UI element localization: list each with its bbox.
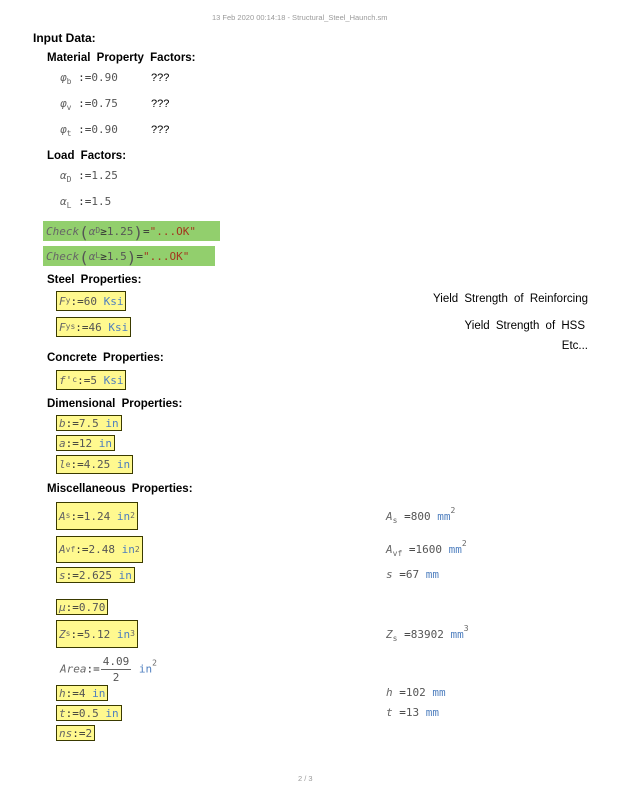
check-alpha-d[interactable]: Check ( α D ≥ 1.25 ) = "...OK" xyxy=(43,221,220,241)
heading-dimensional-properties: Dimensional Properties: xyxy=(47,398,183,410)
math-alpha-d[interactable]: $\alpha_D$ :=1.25 xyxy=(60,169,118,184)
note-fy: Yield Strength of Reinforcing xyxy=(433,293,588,305)
input-as[interactable]: A s := 1.24 in 2 xyxy=(56,502,138,530)
result-h: h =102 mm xyxy=(386,686,446,699)
input-mu[interactable]: μ := 0.70 xyxy=(56,599,108,615)
math-phi-v[interactable]: $\varphi_v$ :=0.75 xyxy=(60,97,118,112)
input-avf[interactable]: A vf := 2.48 in 2 xyxy=(56,536,143,563)
note-etc: Etc... xyxy=(561,340,588,352)
heading-concrete-properties: Concrete Properties: xyxy=(47,352,164,364)
input-zs[interactable]: Z s := 5.12 in 3 xyxy=(56,620,138,648)
math-area[interactable]: Area:= $\frac{4.09}{2}$ $in^2$ xyxy=(60,655,157,684)
note-phi-v: ??? xyxy=(151,98,170,110)
input-h[interactable]: h := 4 in xyxy=(56,685,108,701)
page-number: 2 / 3 xyxy=(298,774,313,783)
input-le[interactable]: l e := 4.25 in xyxy=(56,455,133,474)
heading-miscellaneous-properties: Miscellaneous Properties: xyxy=(47,483,193,495)
result-avf: $A_{vf} =1600$ $mm^2$ xyxy=(386,539,467,558)
result-zs: $Z_s =83902$ $mm^3$ xyxy=(386,624,469,643)
result-s: s =67 mm xyxy=(386,568,439,581)
area-fraction: $\frac{4.09}{2}$ xyxy=(102,655,130,684)
input-fc[interactable]: f' c := 5 Ksi xyxy=(56,370,126,390)
input-s[interactable]: s := 2.625 in xyxy=(56,567,135,583)
math-phi-t[interactable]: $\varphi_t$ :=0.90 xyxy=(60,123,118,138)
result-t: t =13 mm xyxy=(386,706,439,719)
input-fy[interactable]: F y := 60 Ksi xyxy=(56,291,126,311)
note-fys: Yield Strength of HSS xyxy=(464,320,585,332)
heading-input-data: Input Data: xyxy=(33,31,96,45)
note-phi-b: ??? xyxy=(151,72,170,84)
heading-steel-properties: Steel Properties: xyxy=(47,274,142,286)
input-ns[interactable]: ns := 2 xyxy=(56,725,95,741)
heading-load-factors: Load Factors: xyxy=(47,150,127,162)
heading-material-property-factors: Material Property Factors: xyxy=(47,52,196,64)
input-a[interactable]: a := 12 in xyxy=(56,435,115,451)
math-alpha-l[interactable]: $\alpha_L$ :=1.5 xyxy=(60,195,112,210)
page-header: 13 Feb 2020 00:14:18 - Structural_Steel_Haunch.sm xyxy=(212,13,388,22)
math-phi-b[interactable]: $\varphi_b$ :=0.90 xyxy=(60,71,118,86)
check-alpha-l[interactable]: Check ( α L ≥ 1.5 ) = "...OK" xyxy=(43,246,215,266)
input-b[interactable]: b := 7.5 in xyxy=(56,415,122,431)
result-as: $A_s =800$ $mm^2$ xyxy=(386,506,456,525)
note-phi-t: ??? xyxy=(151,124,170,136)
input-fys[interactable]: F ys := 46 Ksi xyxy=(56,317,131,337)
input-t[interactable]: t := 0.5 in xyxy=(56,705,122,721)
